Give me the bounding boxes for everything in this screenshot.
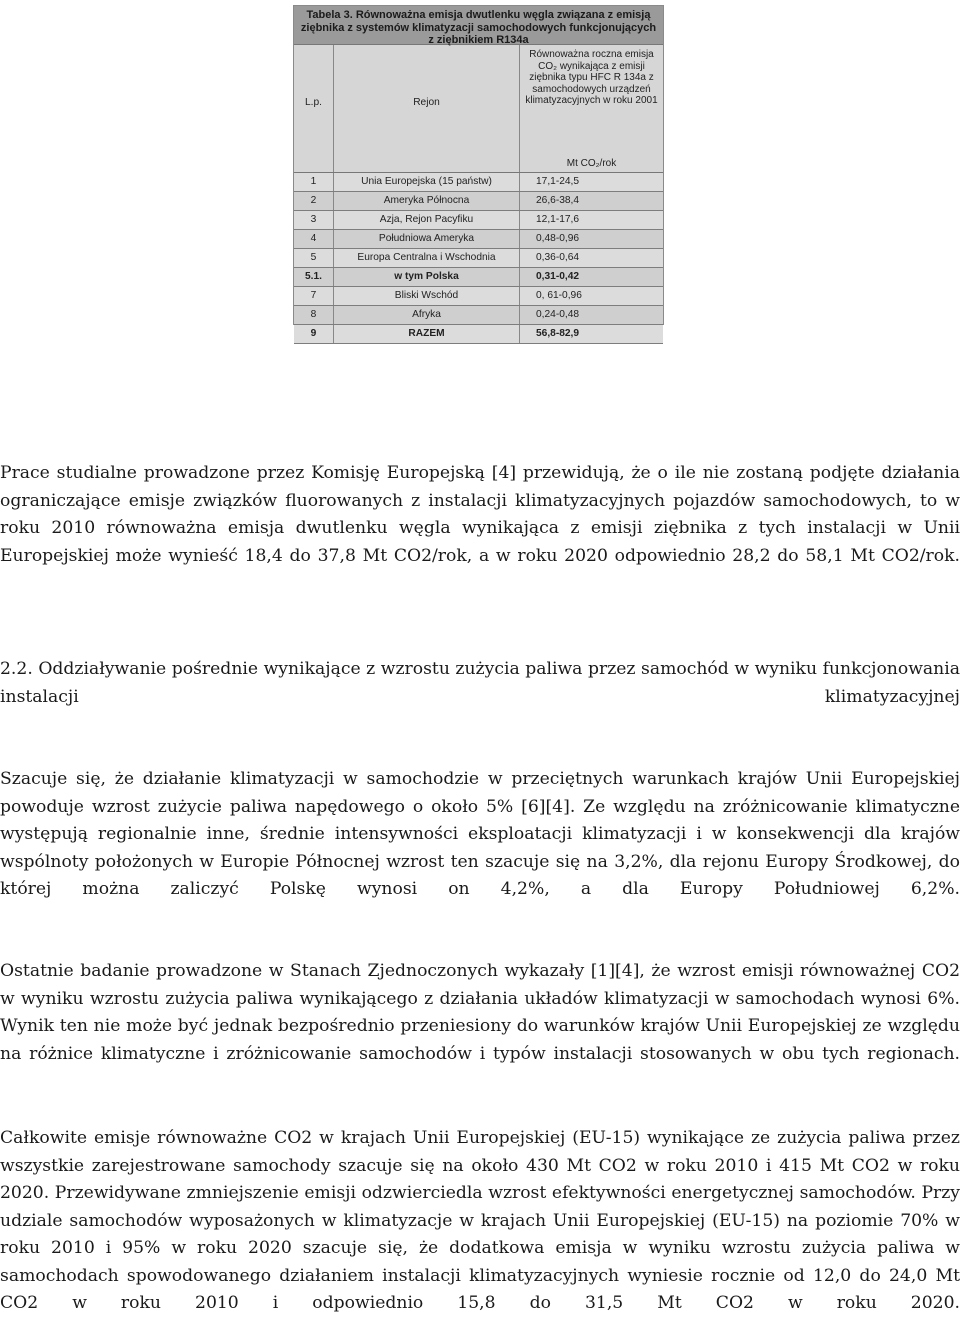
section-heading: 2.2. Oddziaływanie pośrednie wynikające z wzrostu zużycia paliwa przez samochód w wyniku funkcjonowania instalacji klimatyzacyjnej [0, 659, 960, 707]
table-row [294, 211, 663, 230]
table-row [294, 306, 663, 325]
header-lp: L.p. [294, 45, 334, 172]
row-value: 17,1-24,5 [536, 176, 580, 187]
row-region: Ameryka Północna [334, 192, 520, 210]
row-region: Południowa Ameryka [334, 230, 520, 248]
row-value: 0,48-0,96 [536, 233, 580, 244]
row-lp: 7 [294, 287, 334, 305]
row-value: 0,24-0,48 [536, 309, 580, 320]
row-region: Azja, Rejon Pacyfiku [334, 211, 520, 229]
table-title: Tabela 3. Równoważna emisja dwutlenku węgla związana z emisją ziębnika z systemów klimatyzacji samochodowych funkcjonujących z ziębnikiem R134a [294, 6, 663, 44]
table-header [294, 44, 663, 173]
header-value-label: Równoważna roczna emisja CO₂ wynikająca z emisji ziębnika typu HFC R 134a z samochodowych urządzeń klimatyzacyjnych w roku 2001 [525, 49, 658, 107]
row-value: 12,1-17,6 [536, 214, 580, 225]
paragraph-us-study: Ostatnie badanie prowadzone w Stanach Zjednoczonych wykazały [1][4], że wzrost emisji równoważnej CO2 w wyniku wzrostu zużycia paliwa wynikającego z działania układów klimatyzacji w samochodach wynosi 6%. Wynik ten nie może być jednak bezpośrednio przeniesiony do warunków krajów Unii Europejskiej ze względu na różnice klimatyczne i zróżnicowanie samochodów i typów instalacji stosowanych w obu tych regionach. [0, 961, 960, 1064]
row-value: 56,8-82,9 [536, 328, 580, 339]
table-row [294, 268, 663, 287]
row-value: 0,36-0,64 [536, 252, 580, 263]
table-row [294, 287, 663, 306]
table-row [294, 249, 663, 268]
table-row [294, 230, 663, 249]
table-body [294, 173, 663, 344]
header-unit: Mt CO₂/rok [566, 158, 617, 170]
paragraph-fuel-consumption: Szacuje się, że działanie klimatyzacji w samochodzie w przeciętnych warunkach krajów Unii Europejskiej powoduje wzrost zużycie paliwa napędowego o około 5% [6][4]. Ze względu na zróżnicowanie klimatyczne występują regionalnie inne, średnie intensywności eksploatacji klimatyzacji i w konsekwencji dla krajów wspólnoty położonych w Europie Północnej wzrost ten szacuje się na 3,2%, dla rejonu Europy Środkowej, do której można zaliczyć Polskę wynosi on 4,2%, a dla Europy Południowej 6,2%. [0, 769, 960, 899]
table-row [294, 173, 663, 192]
header-region: Rejon [334, 45, 520, 172]
row-region: Unia Europejska (15 państw) [334, 173, 520, 191]
row-region: w tym Polska [334, 268, 520, 286]
paragraph-intro: Prace studialne prowadzone przez Komisję Europejską [4] przewidują, że o ile nie zostaną podjęte działania ograniczające emisje związków fluorowanych z instalacji klimatyzacyjnych pojazdów samochodowych, to w roku 2010 równoważna emisja dwutlenku węgla wynikająca z emisji ziębnika z tych instalacji w Unii Europejskiej może wynieść 18,4 do 37,8 Mt CO2/rok, a w roku 2020 odpowiednio 28,2 do 58,1 Mt CO2/rok. [0, 463, 960, 566]
row-region: RAZEM [334, 325, 520, 343]
table-row [294, 325, 663, 344]
row-lp: 9 [294, 325, 334, 343]
row-lp: 4 [294, 230, 334, 248]
row-value: 26,6-38,4 [536, 195, 580, 206]
row-value: 0, 61-0,96 [536, 290, 582, 301]
header-value [520, 45, 663, 172]
row-lp: 2 [294, 192, 334, 210]
paragraph-total-emissions: Całkowite emisje równoważne CO2 w krajach Unii Europejskiej (EU-15) wynikające ze zużycia paliwa przez wszystkie zarejestrowane samochody szacuje się na około 430 Mt CO2 w roku 2010 i 415 Mt CO2 w roku 2020. Przewidywane zmniejszenie emisji odzwierciedla wzrost efektywności energetycznej samochodów. Przy udziale samochodów wyposażonych w klimatyzacje w krajach Unii Europejskiej (EU-15) na poziomie 70% w roku 2010 i 95% w roku 2020 szacuje się, że dodatkowa emisja w wyniku wzrostu zużycia paliwa w samochodach spowodowanego działaniem instalacji klimatyzacyjnych wyniesie rocznie od 12,0 do 24,0 Mt CO2 w roku 2010 i odpowiednio 15,8 do 31,5 Mt CO2 w roku 2020. [0, 1128, 960, 1313]
row-lp: 8 [294, 306, 334, 324]
row-value: 0,31-0,42 [536, 271, 580, 282]
row-lp: 1 [294, 173, 334, 191]
row-lp: 5 [294, 249, 334, 267]
row-region: Afryka [334, 306, 520, 324]
emissions-table [293, 5, 664, 339]
row-lp: 5.1. [294, 268, 334, 286]
table-row [294, 192, 663, 211]
row-region: Europa Centralna i Wschodnia [334, 249, 520, 267]
row-lp: 3 [294, 211, 334, 229]
row-region: Bliski Wschód [334, 287, 520, 305]
